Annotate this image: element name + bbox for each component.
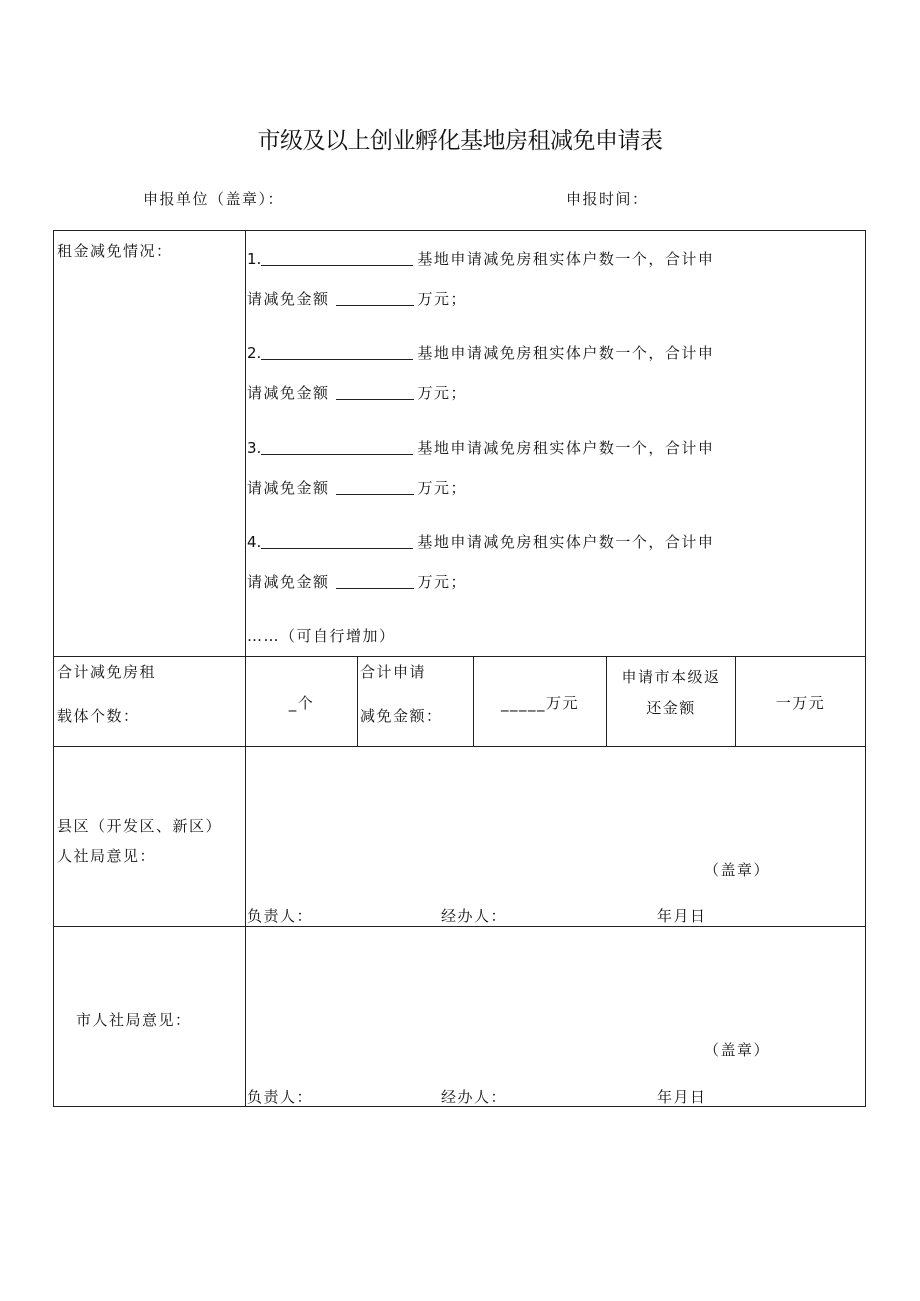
item-number: 4. bbox=[247, 533, 262, 551]
application-form-table bbox=[53, 230, 866, 1107]
county-handler-label: 经办人： bbox=[441, 907, 508, 925]
amount-blank[interactable] bbox=[336, 574, 414, 589]
row-divider bbox=[54, 926, 865, 927]
county-opinion-label: 县区（开发区、新区） bbox=[57, 817, 223, 835]
total-carrier-label-line2: 载体个数： bbox=[57, 707, 140, 725]
item-amount-label: 请减免金额 bbox=[247, 290, 330, 308]
amount-blank[interactable] bbox=[336, 291, 414, 306]
column-divider bbox=[357, 656, 358, 746]
item-amount-label: 请减免金额 bbox=[247, 479, 330, 497]
rent-reduction-label: 租金减免情况： bbox=[57, 242, 173, 260]
total-amount-label: 合计申请 bbox=[360, 663, 427, 681]
applicant-unit-label: 申报单位（盖章）： bbox=[143, 190, 285, 208]
base-name-blank[interactable] bbox=[261, 440, 413, 455]
application-time-label: 申报时间： bbox=[566, 190, 649, 208]
city-return-label: 申请市本级返 bbox=[621, 668, 721, 686]
item-unit: 万元； bbox=[417, 384, 468, 402]
city-date-label: 年月日 bbox=[657, 1088, 707, 1106]
item-text: 基地申请减免房租实体户数一个，合计申 bbox=[417, 439, 715, 457]
city-handler-label: 经办人： bbox=[441, 1088, 508, 1106]
base-name-blank[interactable] bbox=[261, 345, 413, 360]
city-return-value[interactable]: 一万元 bbox=[775, 694, 826, 712]
item-unit: 万元； bbox=[417, 479, 468, 497]
county-responsible-label: 负责人： bbox=[247, 907, 314, 925]
base-name-blank[interactable] bbox=[261, 251, 413, 266]
row-divider bbox=[54, 746, 865, 747]
item-text: 基地申请减免房租实体户数一个，合计申 bbox=[417, 344, 715, 362]
total-amount-label-line2: 减免金额： bbox=[360, 707, 443, 725]
total-carrier-value[interactable]: _个 bbox=[288, 694, 315, 712]
city-responsible-label: 负责人： bbox=[247, 1088, 314, 1106]
item-number: 1. bbox=[247, 250, 262, 268]
row-divider bbox=[54, 656, 865, 657]
city-opinion-label: 市人社局意见： bbox=[76, 1011, 192, 1029]
county-date-label: 年月日 bbox=[657, 907, 707, 925]
total-carrier-label: 合计减免房租 bbox=[57, 663, 157, 681]
city-seal-label: （盖章） bbox=[704, 1041, 771, 1059]
item-text: 基地申请减免房租实体户数一个，合计申 bbox=[417, 533, 715, 551]
base-name-blank[interactable] bbox=[261, 534, 413, 549]
county-seal-label: （盖章） bbox=[704, 861, 771, 879]
amount-blank[interactable] bbox=[336, 480, 414, 495]
column-divider bbox=[245, 231, 246, 1106]
add-more-note: ……（可自行增加） bbox=[247, 627, 396, 645]
total-amount-value[interactable]: _____万元 bbox=[500, 694, 579, 712]
item-amount-label: 请减免金额 bbox=[247, 384, 330, 402]
city-return-label-line2: 还金额 bbox=[646, 699, 696, 717]
item-unit: 万元； bbox=[417, 290, 468, 308]
amount-blank[interactable] bbox=[336, 385, 414, 400]
page-title: 市级及以上创业孵化基地房租减免申请表 bbox=[257, 128, 663, 154]
item-amount-label: 请减免金额 bbox=[247, 573, 330, 591]
item-number: 3. bbox=[247, 439, 262, 457]
item-number: 2. bbox=[247, 344, 262, 362]
item-text: 基地申请减免房租实体户数一个，合计申 bbox=[417, 250, 715, 268]
item-unit: 万元； bbox=[417, 573, 468, 591]
county-opinion-label-line2: 人社局意见： bbox=[57, 847, 157, 865]
